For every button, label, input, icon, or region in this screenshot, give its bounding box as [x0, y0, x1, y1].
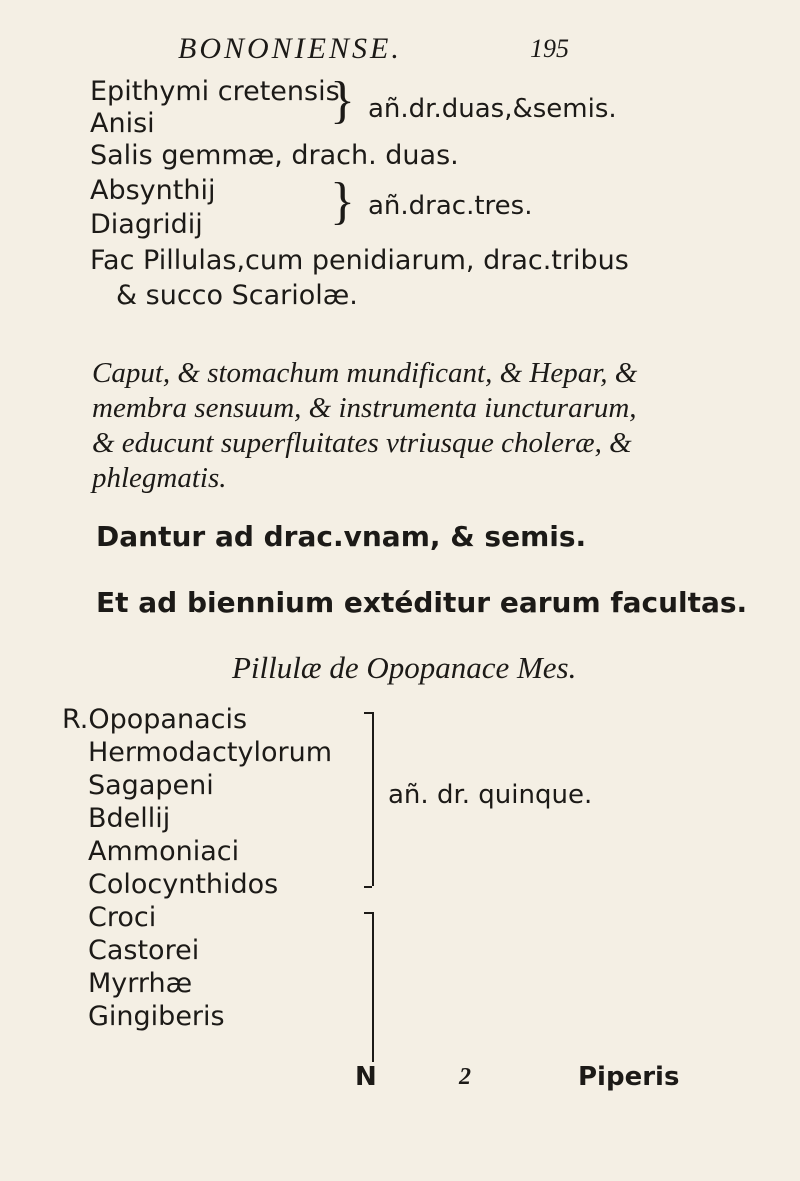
ingredient-4: Bdellij	[88, 803, 171, 834]
recipe1-dose-2: añ.drac.tres.	[368, 191, 533, 221]
signature-mark: 2	[459, 1064, 471, 1090]
ingredient-8: Castorei	[88, 935, 200, 966]
recipe1-line4: Absynthij	[90, 175, 216, 206]
page-number: 195	[530, 34, 569, 63]
ingredient-1: R.Opopanacis	[62, 704, 248, 735]
ingredient-9: Myrrhæ	[88, 968, 193, 999]
catchword-left: N	[355, 1062, 377, 1092]
catchword: Piperis	[578, 1062, 680, 1092]
recipe1-line6: Fac Pillulas,cum penidiarum, drac.tribus	[90, 245, 629, 276]
ingredient-6: Colocynthidos	[88, 869, 279, 900]
dosage-line: Dantur ad drac.vnam, & semis.	[96, 520, 587, 553]
group1-dose: añ. dr. quinque.	[388, 780, 593, 810]
recipe1-line5: Diagridij	[90, 209, 203, 240]
recipe1-dose-1: añ.dr.duas,&semis.	[368, 94, 617, 124]
virtues-line4: phlegmatis.	[92, 462, 227, 494]
recipe2-title: Pillulæ de Opopanace Mes.	[232, 650, 577, 685]
recipe1-line3: Salis gemmæ, drach. duas.	[90, 140, 459, 171]
recipe1-line2: Anisi	[90, 108, 155, 139]
virtues-line2: membra sensuum, & instrumenta iuncturarum,	[92, 392, 637, 424]
virtues-line3: & educunt superfluitates vtriusque choleræ, &	[92, 427, 632, 459]
ingredient-7: Croci	[88, 902, 157, 933]
recipe1-brace-2: }	[330, 173, 355, 230]
duration-line: Et ad biennium extéditur earum facultas.	[96, 586, 748, 619]
ingredient-3: Sagapeni	[88, 770, 214, 801]
recipe1-line7: & succo Scariolæ.	[116, 280, 358, 311]
ingredient-10: Gingiberis	[88, 1001, 225, 1032]
ingredient-2: Hermodactylorum	[88, 737, 332, 768]
recipe1-line1: Epithymi cretensis	[90, 76, 340, 107]
virtues-line1: Caput, & stomachum mundificant, & Hepar, &	[92, 357, 638, 389]
running-title: BONONIENSE.	[178, 32, 402, 65]
recipe1-brace-1: }	[330, 72, 355, 129]
ingredient-5: Ammoniaci	[88, 836, 240, 867]
